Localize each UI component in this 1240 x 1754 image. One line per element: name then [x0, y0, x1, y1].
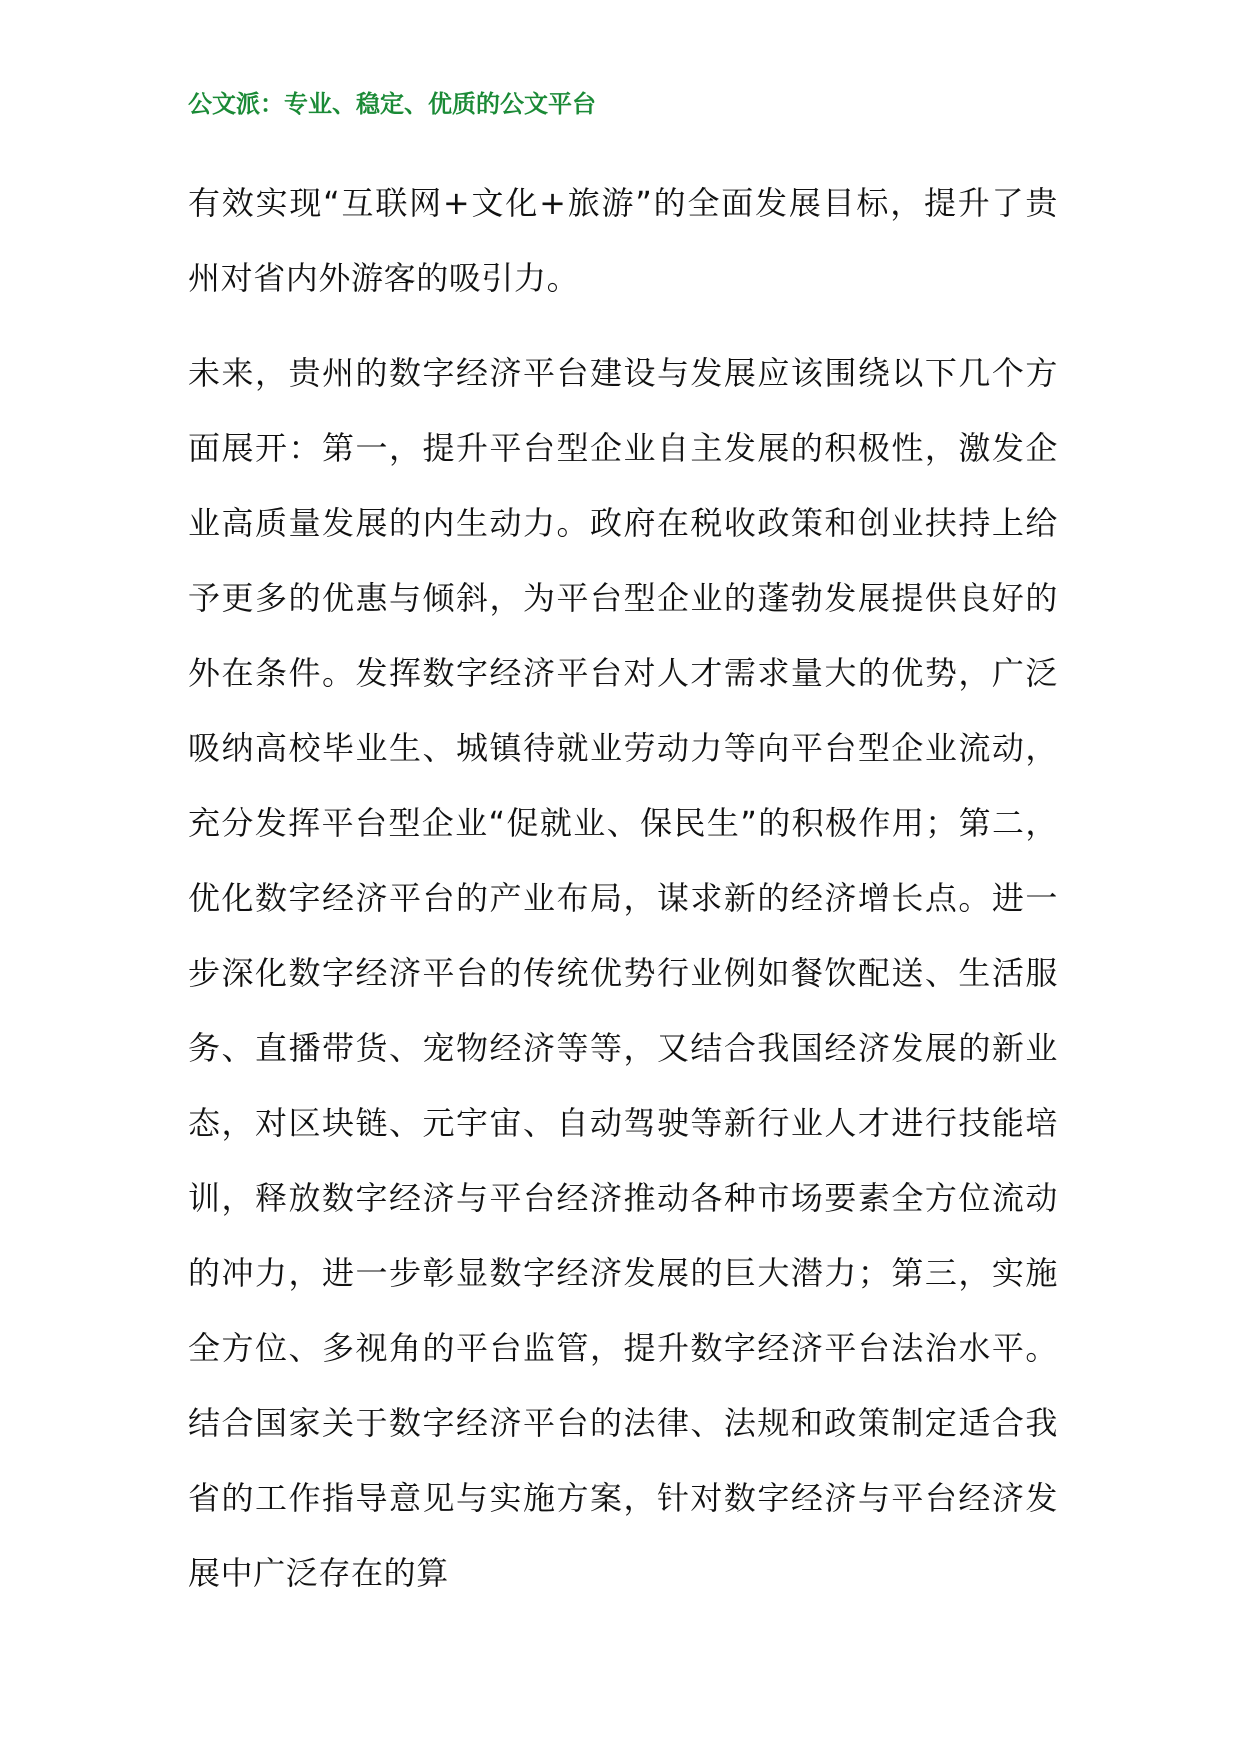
- body-paragraph: 未来，贵州的数字经济平台建设与发展应该围绕以下几个方面展开：第一，提升平台型企业自主发展的积极性，激发企业高质量发展的内生动力。政府在税收政策和创业扶持上给予更多的优惠与倾斜，为平台型企业的蓬勃发展提供良好的外在条件。发挥数字经济平台对人才需求量大的优势，广泛吸纳高校毕业生、城镇待就业劳动力等向平台型企业流动，充分发挥平台型企业“促就业、保民生”的积极作用；第二，优化数字经济平台的产业布局，谋求新的经济增长点。进一步深化数字经济平台的传统优势行业例如餐饮配送、生活服务、直播带货、宠物经济等等，又结合我国经济发展的新业态，对区块链、元宇宙、自动驾驶等新行业人才进行技能培训，释放数字经济与平台经济推动各种市场要素全方位流动的冲力，进一步彰显数字经济发展的巨大潜力；第三，实施全方位、多视角的平台监管，提升数字经济平台法治水平。结合国家关于数字经济平台的法律、法规和政策制定适合我省的工作指导意见与实施方案，针对数字经济与平台经济发展中广泛存在的算: [188, 354, 1058, 1592]
- body-paragraph: 有效实现“互联网+文化+旅游”的全面发展目标，提升了贵州对省内外游客的吸引力。: [188, 184, 1058, 297]
- site-header-slogan: 公文派：专业、稳定、优质的公文平台: [188, 89, 596, 118]
- document-body: [188, 166, 1058, 1631]
